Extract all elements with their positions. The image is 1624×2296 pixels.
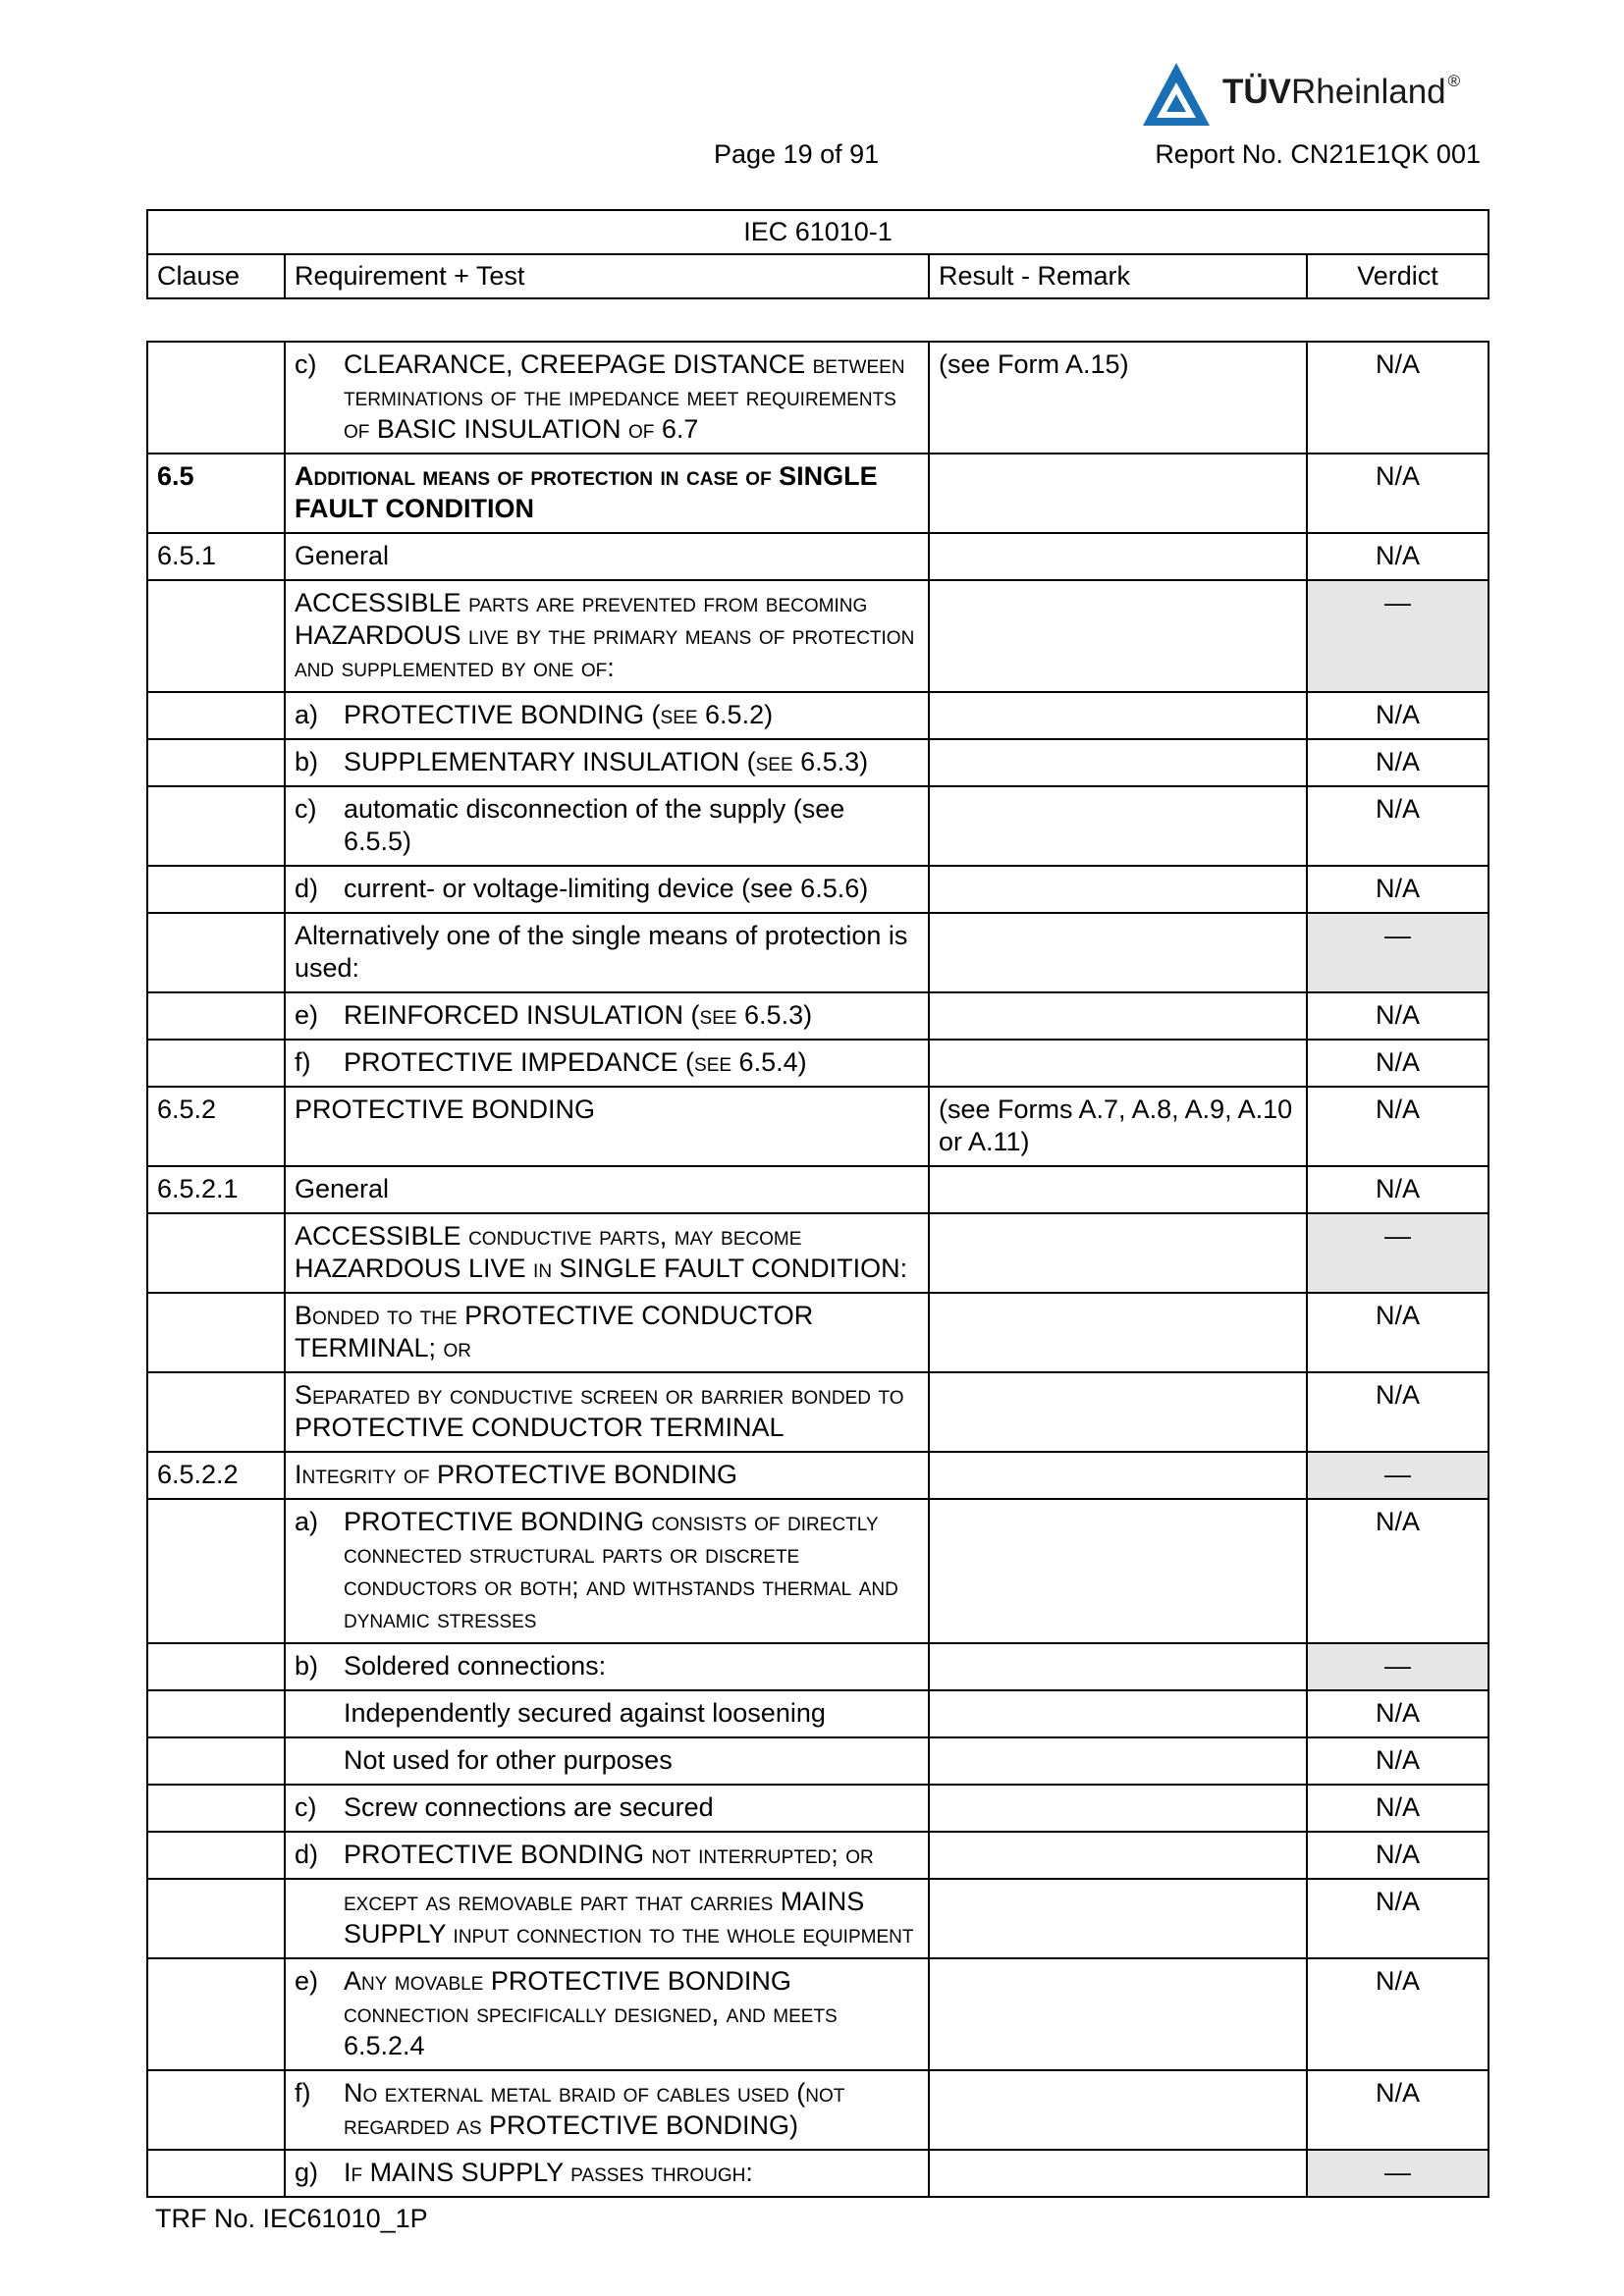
requirement-cell (285, 1499, 929, 1643)
table-row (147, 533, 1489, 580)
requirement-cell (285, 1785, 929, 1832)
requirement-text: ACCESSIBLE conductive parts, may become HAZARDOUS LIVE in SINGLE FAULT CONDITION: (285, 1213, 929, 1293)
verdict-cell: — (1307, 2150, 1489, 2197)
col-clause: Clause (147, 254, 285, 298)
result-cell (929, 533, 1307, 580)
requirement-cell (285, 1690, 929, 1737)
requirement-text: Alternatively one of the single means of protection is used: (285, 913, 929, 992)
table-row (147, 1213, 1489, 1293)
verdict-cell: N/A (1307, 1040, 1489, 1087)
item-letter: c) (295, 1792, 317, 1822)
result-cell (929, 692, 1307, 739)
verdict-cell: N/A (1307, 1879, 1489, 1958)
result-cell (929, 1499, 1307, 1643)
item-letter: a) (295, 1507, 319, 1536)
result-cell (929, 580, 1307, 692)
item-letter: b) (295, 747, 319, 776)
clause-cell (147, 342, 285, 454)
table-row (147, 786, 1489, 866)
table-row (147, 1879, 1489, 1958)
requirement-text: Separated by conductive screen or barrier bonded to PROTECTIVE CONDUCTOR TERMINAL (285, 1372, 929, 1452)
requirement-cell (285, 786, 929, 866)
clause-cell (147, 692, 285, 739)
requirement-text: PROTECTIVE BONDING (see 6.5.2) (344, 700, 774, 729)
verdict-cell: N/A (1307, 1087, 1489, 1166)
clause-cell: 6.5.1 (147, 533, 285, 580)
verdict-cell: — (1307, 1452, 1489, 1499)
requirement-text: SUPPLEMENTARY INSULATION (see 6.5.3) (344, 747, 869, 776)
result-cell (929, 866, 1307, 913)
clause-cell (147, 2150, 285, 2197)
verdict-cell: N/A (1307, 2070, 1489, 2150)
table-row (147, 454, 1489, 533)
item-letter: b) (295, 1651, 319, 1681)
clause-cell (147, 580, 285, 692)
verdict-cell: N/A (1307, 1166, 1489, 1213)
result-cell (929, 1832, 1307, 1879)
table-row (147, 992, 1489, 1040)
result-cell (929, 454, 1307, 533)
requirement-text: General (285, 1166, 929, 1213)
requirement-text: ACCESSIBLE parts are prevented from becoming HAZARDOUS live by the primary means of protection and supplemented by one of: (285, 580, 929, 692)
result-cell (929, 913, 1307, 992)
verdict-cell: — (1307, 1213, 1489, 1293)
requirement-cell (285, 992, 929, 1040)
clause-cell: 6.5.2.2 (147, 1452, 285, 1499)
requirement-cell (285, 1737, 929, 1785)
verdict-cell: N/A (1307, 692, 1489, 739)
table-row (147, 1087, 1489, 1166)
table-row (147, 1499, 1489, 1643)
requirement-text: Soldered connections: (344, 1651, 607, 1681)
result-cell (929, 786, 1307, 866)
item-letter: c) (295, 794, 317, 824)
table-row (147, 342, 1489, 454)
clause-cell: 6.5 (147, 454, 285, 533)
clause-cell (147, 1690, 285, 1737)
table-row (147, 1166, 1489, 1213)
verdict-cell: N/A (1307, 454, 1489, 533)
clause-cell (147, 1879, 285, 1958)
requirement-text: Additional means of protection in case of SINGLE FAULT CONDITION (285, 454, 929, 533)
requirement-text: CLEARANCE, CREEPAGE DISTANCE between terminations of the impedance meet requirements of BASIC INSULATION of 6.7 (344, 349, 905, 444)
result-cell (929, 1737, 1307, 1785)
verdict-cell: N/A (1307, 1293, 1489, 1372)
requirement-text: current- or voltage-limiting device (see 6.5.6) (344, 874, 869, 903)
table-row (147, 1785, 1489, 1832)
result-cell (929, 2150, 1307, 2197)
clause-cell (147, 1785, 285, 1832)
clause-cell (147, 1737, 285, 1785)
requirements-table (146, 341, 1489, 2198)
clause-cell (147, 2070, 285, 2150)
result-cell (929, 1785, 1307, 1832)
clause-cell (147, 1040, 285, 1087)
item-letter: c) (295, 349, 317, 379)
item-letter: a) (295, 700, 319, 729)
table-row (147, 1293, 1489, 1372)
verdict-cell: N/A (1307, 533, 1489, 580)
clause-cell (147, 1213, 285, 1293)
verdict-cell: N/A (1307, 1737, 1489, 1785)
item-letter: e) (295, 1966, 319, 1996)
trf-number: TRF No. IEC61010_1P (155, 2204, 428, 2233)
verdict-cell: N/A (1307, 1499, 1489, 1643)
requirement-text: automatic disconnection of the supply (see 6.5.5) (344, 794, 845, 856)
requirement-text: PROTECTIVE BONDING (285, 1087, 929, 1166)
clause-cell (147, 739, 285, 786)
requirement-cell (285, 866, 929, 913)
result-cell (929, 1372, 1307, 1452)
requirement-text: Independently secured against loosening (344, 1698, 826, 1728)
result-cell (929, 2070, 1307, 2150)
verdict-cell: N/A (1307, 1690, 1489, 1737)
col-requirement: Requirement + Test (285, 254, 929, 298)
verdict-cell: N/A (1307, 1958, 1489, 2070)
clause-cell (147, 866, 285, 913)
clause-cell (147, 913, 285, 992)
page-number: Page 19 of 91 (714, 139, 880, 169)
result-cell (929, 1040, 1307, 1087)
requirement-text: General (285, 533, 929, 580)
requirement-cell (285, 2070, 929, 2150)
table-row (147, 1040, 1489, 1087)
clause-cell (147, 1372, 285, 1452)
clause-cell: 6.5.2 (147, 1087, 285, 1166)
requirement-text: except as removable part that carries MAINS SUPPLY input connection to the whole equipment (344, 1887, 914, 1949)
verdict-cell: N/A (1307, 342, 1489, 454)
result-cell (929, 1452, 1307, 1499)
requirement-text: Bonded to the PROTECTIVE CONDUCTOR TERMINAL; or (285, 1293, 929, 1372)
requirement-cell (285, 1832, 929, 1879)
table-row (147, 2150, 1489, 2197)
verdict-cell: N/A (1307, 866, 1489, 913)
brand-rheinland: Rheinland (1291, 73, 1446, 111)
requirement-cell (285, 1958, 929, 2070)
result-cell (929, 1213, 1307, 1293)
table-row (147, 1832, 1489, 1879)
requirement-text: PROTECTIVE IMPEDANCE (see 6.5.4) (344, 1047, 807, 1077)
requirement-cell (285, 1643, 929, 1690)
requirement-text: PROTECTIVE BONDING consists of directly connected structural parts or discrete conductors or both; and withstands thermal and dynamic stresses (344, 1507, 898, 1633)
table-header (146, 209, 1489, 299)
verdict-cell: N/A (1307, 1372, 1489, 1452)
verdict-cell: N/A (1307, 1785, 1489, 1832)
verdict-cell: — (1307, 1643, 1489, 1690)
item-letter: d) (295, 1840, 319, 1869)
verdict-cell: N/A (1307, 739, 1489, 786)
result-cell (929, 1643, 1307, 1690)
clause-cell (147, 1832, 285, 1879)
table-row (147, 1372, 1489, 1452)
clause-cell (147, 1293, 285, 1372)
verdict-cell: N/A (1307, 992, 1489, 1040)
result-cell: (see Forms A.7, A.8, A.9, A.10 or A.11) (929, 1087, 1307, 1166)
requirement-text: Screw connections are secured (344, 1792, 714, 1822)
report-number: Report No. CN21E1QK 001 (1155, 139, 1481, 169)
table-row (147, 1958, 1489, 2070)
col-verdict: Verdict (1307, 254, 1489, 298)
verdict-cell: — (1307, 580, 1489, 692)
clause-cell (147, 992, 285, 1040)
table-row (147, 580, 1489, 692)
table-row (147, 1452, 1489, 1499)
result-cell (929, 1958, 1307, 2070)
item-letter: d) (295, 874, 319, 903)
table-row (147, 2070, 1489, 2150)
table-row (147, 1737, 1489, 1785)
verdict-cell: N/A (1307, 1832, 1489, 1879)
result-cell (929, 739, 1307, 786)
requirement-text: Any movable PROTECTIVE BONDING connection specifically designed, and meets 6.5.2.4 (344, 1966, 838, 2060)
table-row (147, 1643, 1489, 1690)
item-letter: f) (295, 1047, 311, 1077)
standard-title: IEC 61010-1 (147, 210, 1489, 254)
verdict-cell: — (1307, 913, 1489, 992)
requirement-cell (285, 692, 929, 739)
result-cell (929, 1293, 1307, 1372)
result-cell (929, 992, 1307, 1040)
table-row (147, 866, 1489, 913)
table-row (147, 913, 1489, 992)
result-cell (929, 1879, 1307, 1958)
col-result: Result - Remark (929, 254, 1307, 298)
clause-cell (147, 786, 285, 866)
clause-cell (147, 1643, 285, 1690)
clause-cell (147, 1958, 285, 2070)
clause-cell: 6.5.2.1 (147, 1166, 285, 1213)
clause-cell (147, 1499, 285, 1643)
brand-tuv: TÜV (1222, 73, 1291, 111)
requirement-text: REINFORCED INSULATION (see 6.5.3) (344, 1000, 813, 1030)
table-row (147, 692, 1489, 739)
result-cell (929, 1166, 1307, 1213)
requirement-text: PROTECTIVE BONDING not interrupted; or (344, 1840, 874, 1869)
requirement-cell (285, 739, 929, 786)
item-letter: e) (295, 1000, 319, 1030)
item-letter: f) (295, 2078, 311, 2108)
verdict-cell: N/A (1307, 786, 1489, 866)
item-letter: g) (295, 2158, 319, 2187)
requirement-text: No external metal braid of cables used (not regarded as PROTECTIVE BONDING) (344, 2078, 845, 2140)
requirement-text: Not used for other purposes (344, 1745, 673, 1775)
table-row (147, 1690, 1489, 1737)
requirement-cell (285, 2150, 929, 2197)
requirement-text: Integrity of PROTECTIVE BONDING (285, 1452, 929, 1499)
requirement-text: If MAINS SUPPLY passes through: (344, 2158, 753, 2187)
requirement-cell (285, 1040, 929, 1087)
result-cell: (see Form A.15) (929, 342, 1307, 454)
brand-name (1222, 72, 1461, 111)
table-row (147, 739, 1489, 786)
brand-registered-mark: ® (1447, 72, 1461, 90)
requirement-cell (285, 342, 929, 454)
result-cell (929, 1690, 1307, 1737)
requirement-cell (285, 1879, 929, 1958)
